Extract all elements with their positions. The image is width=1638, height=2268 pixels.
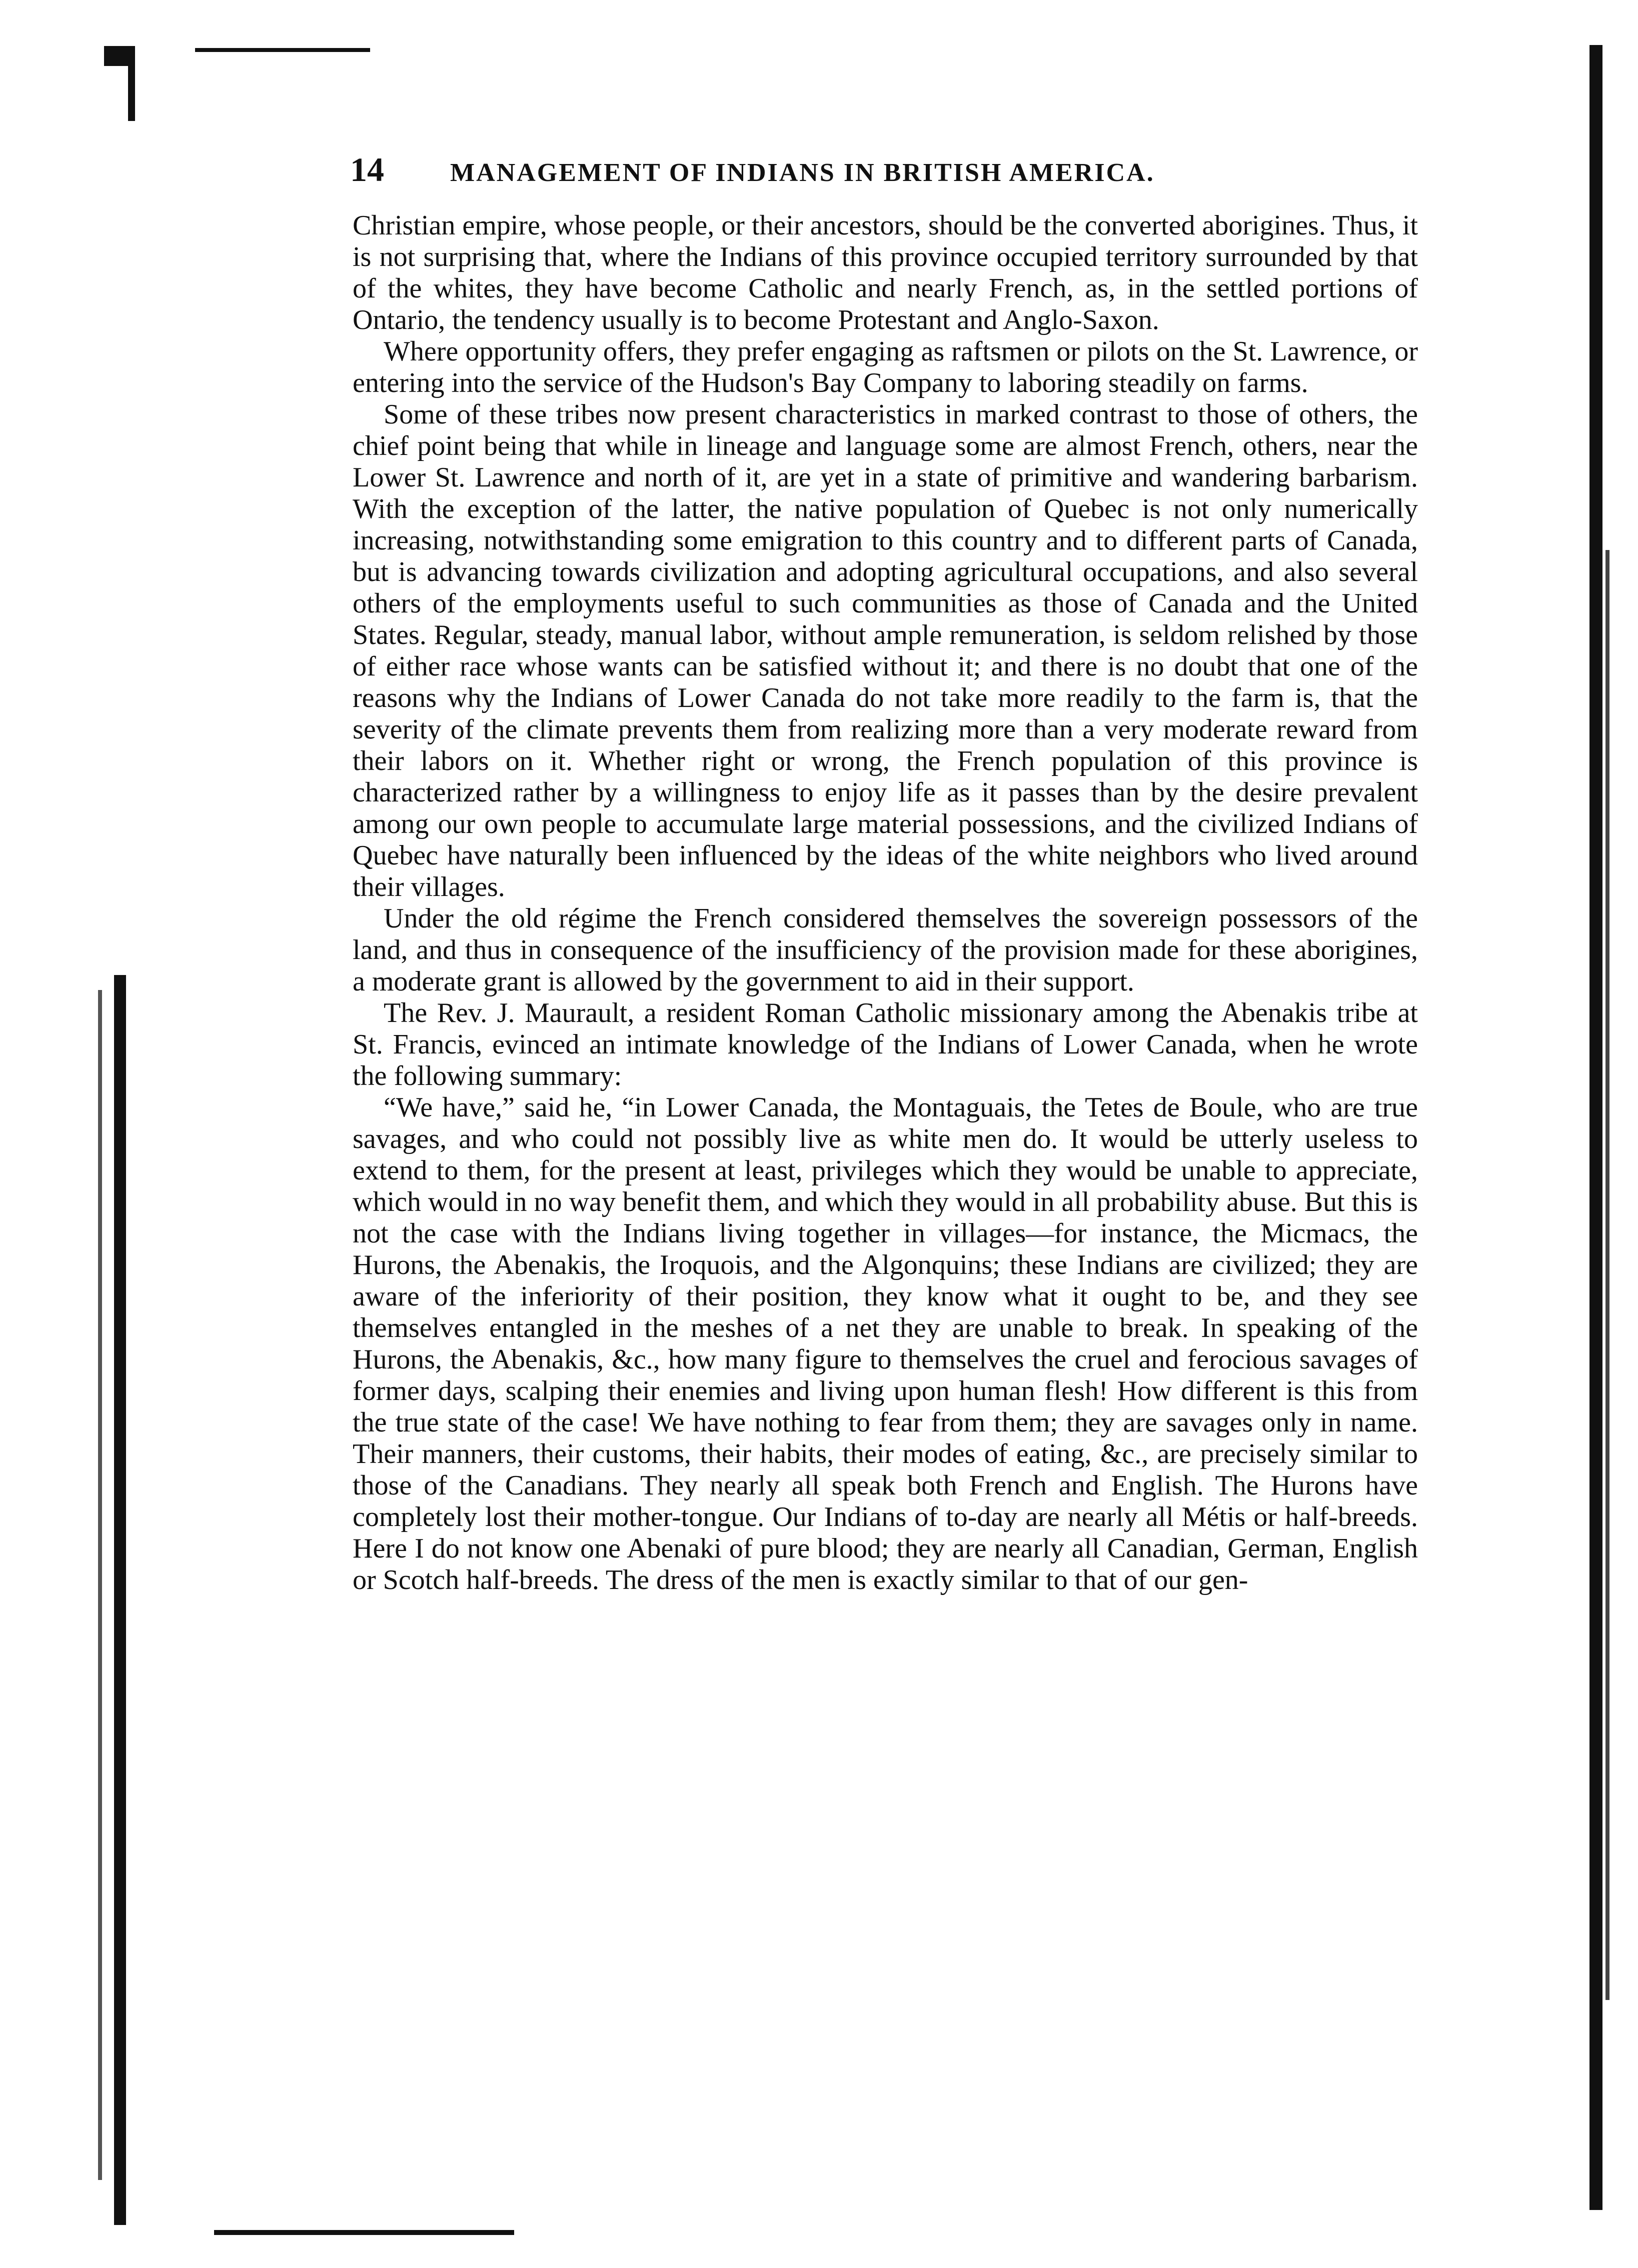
scan-binding-edge [98, 990, 102, 2180]
scan-binding-edge [1589, 45, 1602, 2210]
body-text [353, 210, 1418, 1596]
scan-binding-edge [1605, 550, 1609, 2000]
paragraph: Where opportunity offers, they prefer engaging as raftsmen or pilots on the St. Lawrence, or entering into the service of the Hudson's Bay Company to laboring steadily on farms. [353, 336, 1418, 398]
paragraph: The Rev. J. Maurault, a resident Roman Catholic missionary among the Abenakis tribe at St. Francis, evinced an intimate knowledge of the Indians of Lower Canada, when he wrote the following summary: [353, 998, 1418, 1092]
paragraph: Under the old régime the French considered themselves the sovereign possessors of the land, and thus in consequence of the insufficiency of the provision made for these aborigines, a moderate grant is allowed by the government to aid in their support. [353, 903, 1418, 997]
scan-binding-edge [114, 975, 126, 2225]
running-head: MANAGEMENT OF INDIANS IN BRITISH AMERICA. [450, 158, 1155, 187]
page-header [350, 150, 1450, 195]
scan-artifact [195, 48, 370, 52]
scan-artifact [214, 2230, 514, 2235]
scan-artifact [128, 46, 135, 121]
paragraph: Some of these tribes now present characteristics in marked contrast to those of others, the chief point being that while in lineage and language some are almost French, others, near the Lower St. Lawrence and north of it, are yet in a state of primitive and wandering barbarism. With the exception of the latter, the native population of Quebec is not only numerically increasing, notwithstanding some emigration to this country and to different parts of Canada, but is advancing towards civilization and adopting agricultural occupations, and also several others of the employments useful to such communities as those of Canada and the United States. Regular, steady, manual labor, without ample remuneration, is seldom relished by those of either race whose wants can be satisfied without it; and there is no doubt that one of the reasons why the Indians of Lower Canada do not take more readily to the farm is, that the severity of the climate prevents them from realizing more than a very moderate reward from their labors on it. Whether right or wrong, the French population of this province is characterized rather by a willingness to enjoy life as it passes than by the desire prevalent among our own people to accumulate large material possessions, and the civilized Indians of Quebec have naturally been influenced by the ideas of the white neighbors who lived around their villages. [353, 399, 1418, 902]
paragraph: Christian empire, whose people, or their ancestors, should be the converted aborigines. Thus, it is not surprising that, where the Indians of this province occupied territory surrounded by that of the whites, they have become Catholic and nearly French, as, in the settled portions of Ontario, the tendency usually is to become Protestant and Anglo-Saxon. [353, 210, 1418, 336]
page-number: 14 [350, 150, 384, 188]
paragraph-quotation: “We have,” said he, “in Lower Canada, the Montaguais, the Tetes de Boule, who are true savages, and who could not possibly live as white men do. It would be utterly useless to extend to them, for the present at least, privileges which they would be unable to appreciate, which would in no way benefit them, and which they would in all probability abuse. But this is not the case with the Indians living together in villages—for instance, the Micmacs, the Hurons, the Abenakis, the Iroquois, and the Algonquins; these Indians are civilized; they are aware of the inferiority of their position, they know what it ought to be, and they see themselves entangled in the meshes of a net they are unable to break. In speaking of the Hurons, the Abenakis, &c., how many figure to themselves the cruel and ferocious savages of former days, scalping their enemies and living upon human flesh! How different is this from the true state of the case! We have nothing to fear from them; they are savages only in name. Their manners, their customs, their habits, their modes of eating, &c., are precisely similar to those of the Canadians. They nearly all speak both French and English. The Hurons have completely lost their mother-tongue. Our Indians of to-day are nearly all Métis or half-breeds. Here I do not know one Abenaki of pure blood; they are nearly all Canadian, German, English or Scotch half-breeds. The dress of the men is exactly similar to that of our gen- [353, 1092, 1418, 1596]
